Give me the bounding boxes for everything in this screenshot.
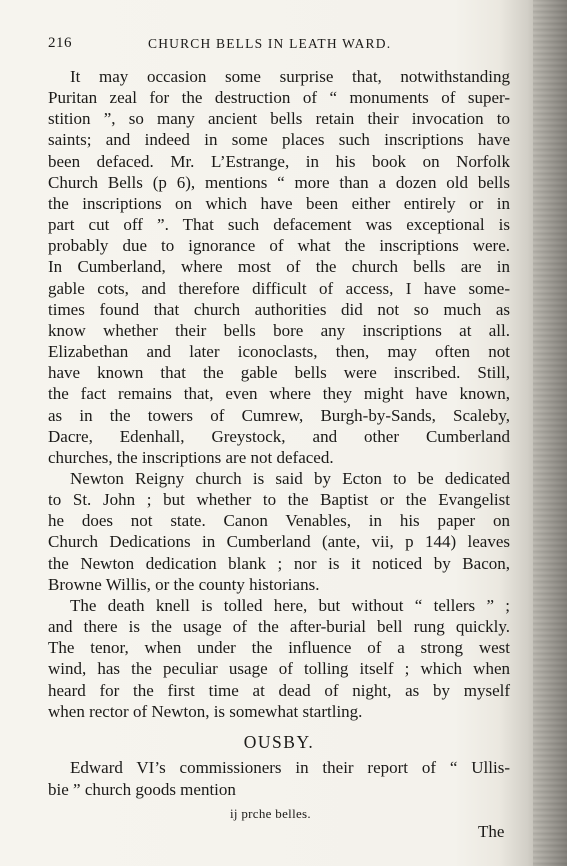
text-line: bie ” church goods mention [48,780,236,799]
text-line: the Newton dedication blank ; nor is it noticed by Bacon, [48,553,510,573]
text-line: Browne Willis, or the county historians. [48,574,320,594]
text-line: part cut off ”. That such defacement was exceptional is [48,215,510,235]
text-line: probably due to ignorance of what the inscriptions were. [48,236,510,256]
text-line: It may occasion some surprise that, notwithstanding [70,67,510,86]
paragraph-newton-reigny [48,468,510,595]
text-line: Dacre, Edenhall, Greystock, and other Cumberland [48,426,510,446]
text-line: to St. John ; but whether to the Baptist or the Evangelist [48,490,510,510]
text-line: churches, the inscriptions are not defaced. [48,447,334,467]
text-line: Elizabethan and later iconoclasts, then, may often not [48,342,510,362]
text-line: gable cots, and therefore difficult of access, I have some- [48,278,510,298]
text-line: The tenor, when under the influence of a strong west [48,638,510,658]
text-line: Newton Reigny church is said by Ecton to be dedicated [70,468,510,488]
text-line: know whether their bells bore any inscriptions at all. [48,320,510,340]
text-line: when rector of Newton, is somewhat startling. [48,701,363,721]
text-line: as in the towers of Cumrew, Burgh-by-Sands, Scaleby, [48,405,510,425]
paragraph-ousby [48,757,510,801]
body-text [48,66,510,722]
text-line: times found that church authorities did not so much as [48,299,510,319]
catchword: The [478,822,505,841]
text-line: Edward VI’s commissioners in their report of “ Ullis- [70,758,510,777]
text-line: the fact remains that, even where they might have known, [48,384,510,404]
text-line: In Cumberland, where most of the church bells are in [48,257,510,277]
paragraph-death-knell [48,595,510,722]
running-title: CHURCH BELLS IN LEATH WARD. [148,36,392,51]
text-line: have known that the gable bells were inscribed. Still, [48,363,510,383]
text-line: been defaced. Mr. L’Estrange, in his book on Norfolk [48,151,510,171]
text-line: heard for the first time at dead of night, as by myself [48,680,510,700]
text-line: the inscriptions on which have been either entirely or in [48,193,510,213]
text-line: The death knell is tolled here, but without “ tellers ” ; [70,595,510,615]
text-line: stition ”, so many ancient bells retain their invocation to [48,109,510,129]
section-heading: OUSBY. [243,732,315,752]
page-edge-shadow [533,0,567,866]
inventory-quote: ij prche belles. [230,806,311,821]
text-line: Church Bells (p 6), mentions “ more than a dozen old bells [48,172,510,192]
text-line: wind, has the peculiar usage of tolling itself ; which when [48,659,510,679]
page-header [48,35,508,55]
page-number: 216 [48,35,72,51]
text-line: saints; and indeed in some places such inscriptions have [48,130,510,150]
text-line: Church Dedications in Cumberland (ante, vii, p 144) leaves [48,532,510,552]
text-line: he does not state. Canon Venables, in his paper on [48,511,510,531]
text-line: Puritan zeal for the destruction of “ monuments of super- [48,88,510,108]
paragraph-inscriptions [48,66,510,468]
text-line: and there is the usage of the after-burial bell rung quickly. [48,617,510,637]
